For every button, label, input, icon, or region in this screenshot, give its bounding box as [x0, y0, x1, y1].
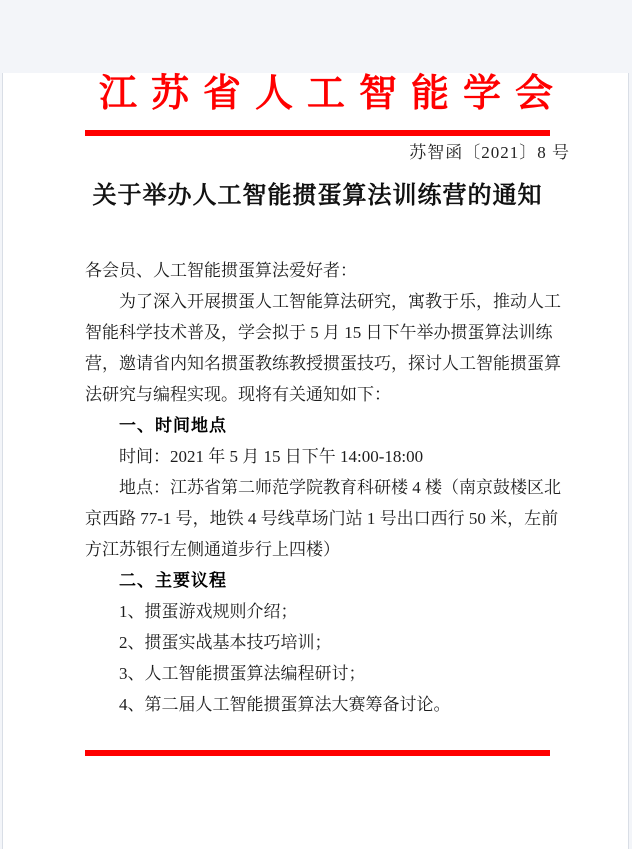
document-content — [3, 73, 628, 756]
document-page — [2, 73, 629, 849]
section-heading-time-place: 一、时间地点 — [119, 416, 227, 435]
section-heading-agenda: 二、主要议程 — [119, 571, 227, 590]
body-line-place: 地点：江苏省第二师范学院教育科研楼 4 楼（南京鼓楼区北 — [119, 478, 561, 497]
doc-number: 苏智函〔2021〕8 号 — [409, 143, 570, 162]
agenda-item-1: 1、掼蛋游戏规则介绍； — [119, 602, 298, 621]
body-line: 京西路 77-1 号，地铁 4 号线草场门站 1 号出口西行 50 米，左前 — [85, 509, 559, 528]
agenda-item-2: 2、掼蛋实战基本技巧培训； — [119, 633, 332, 652]
body-line: 方江苏银行左侧通道步行上四楼） — [85, 540, 340, 559]
agenda-item-3: 3、人工智能掼蛋算法编程研讨； — [119, 664, 366, 683]
agenda-item-4: 4、第二届人工智能掼蛋算法大赛筹备讨论。 — [119, 695, 451, 714]
document-title: 关于举办人工智能掼蛋算法训练营的通知 — [92, 183, 543, 209]
body-line: 营，邀请省内知名掼蛋教练教授掼蛋技巧，探讨人工智能掼蛋算 — [85, 354, 561, 373]
body-line: 智能科学技术普及，学会拟于 5 月 15 日下午举办掼蛋算法训练 — [85, 323, 553, 342]
body-line-time: 时间：2021 年 5 月 15 日下午 14:00-18:00 — [119, 447, 424, 466]
body-line: 法研究与编程实现。现将有关通知如下： — [85, 385, 391, 404]
header-rule — [85, 130, 550, 136]
document-body — [85, 255, 561, 720]
footer-rule — [85, 750, 550, 756]
body-line-salutation: 各会员、人工智能掼蛋算法爱好者： — [85, 261, 357, 280]
org-name: 江苏省人工智能学会 — [99, 73, 568, 115]
body-line: 为了深入开展掼蛋人工智能算法研究，寓教于乐，推动人工 — [119, 292, 561, 311]
